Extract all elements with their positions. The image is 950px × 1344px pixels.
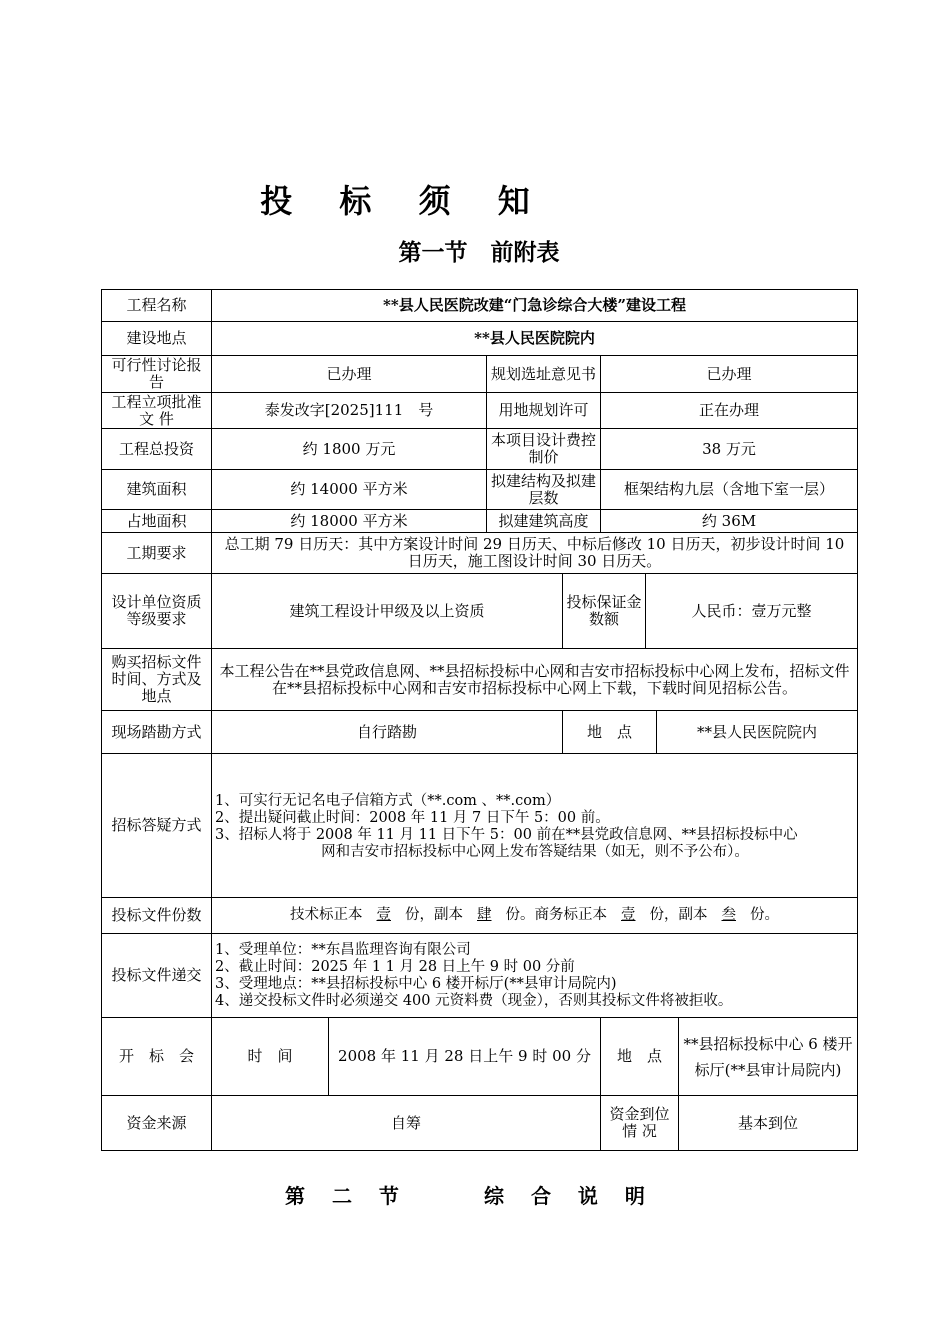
- fund-value: 自筹: [390, 1113, 421, 1132]
- submit-line: 4、递交投标文件时必须递交 400 元资料费（现金），否则其投标文件将被拒收。: [215, 993, 733, 1009]
- area-label: 建筑面积: [126, 480, 187, 498]
- land-area-value: 约 18000 平方米: [290, 511, 408, 530]
- submit-content: [213, 942, 857, 1012]
- planning-label: 规划选址意见书: [490, 364, 596, 383]
- copies-text: 份。: [750, 907, 779, 923]
- fund-status-label: 资金到位情 况: [609, 1105, 670, 1140]
- feasibility-value: 已办理: [326, 364, 372, 383]
- height-value: 约 36M: [701, 511, 757, 530]
- copies-count: 叁: [721, 907, 736, 923]
- fund-status-value: 基本到位: [737, 1113, 798, 1132]
- purchase-value: 本工程公告在**县党政信息网、**县招标投标中心网和吉安市招标投标中心网上发布，招标文件在**县招标投标中心网和吉安市招标投标中心网上下载，下载时间见招标公告。: [219, 661, 850, 697]
- copies-text: 份。商务标正本: [505, 907, 607, 923]
- qa-line: 3、招标人将于 2008 年 11 月 11 日下午 5：00 前在**县党政信息网、**县招标投标中心: [215, 827, 798, 843]
- submit-label: 投标文件递交: [111, 966, 202, 984]
- design-fee-label: 本项目设计费控制价: [490, 431, 596, 466]
- submit-line: 3、受理地点：**县招标投标中心 6 楼开标厅(**县审计局院内): [215, 976, 617, 992]
- section-1-title: 第一节 前附表: [398, 240, 560, 266]
- opening-place-label: 地 点: [616, 1047, 662, 1065]
- copies-label: 投标文件份数: [111, 906, 202, 924]
- section-2-title: 综 合 说 明: [484, 1184, 655, 1208]
- deposit-label: 投标保证金数额: [566, 593, 642, 628]
- period-value: 总工期 79 日历天：其中方案设计时间 29 日历天、中标后修改 10 日历天，初步设计时间 10 日历天，施工图设计时间 30 日历天。: [224, 535, 845, 570]
- submit-line: 2、截止时间：2025 年 1 1 月 28 日上午 9 时 00 分前: [215, 959, 575, 975]
- height-label: 拟建建筑高度: [498, 511, 589, 530]
- title-char: 知: [497, 182, 530, 220]
- qualification-label: 设计单位资质等级要求: [111, 593, 202, 628]
- copies-count: 壹: [621, 907, 636, 923]
- design-fee-value: 38 万元: [702, 439, 756, 458]
- title-char: 投: [260, 182, 293, 220]
- survey-label: 现场踏勘方式: [111, 722, 202, 741]
- copies-count: 肆: [477, 907, 492, 923]
- copies-text: 技术标正本: [290, 907, 363, 923]
- land-area-label: 占地面积: [126, 511, 187, 530]
- qualification-value: 建筑工程设计甲级及以上资质: [289, 601, 485, 620]
- copies-value: [212, 898, 857, 933]
- qa-line: 2、提出疑问截止时间：2008 年 11 月 7 日下午 5：00 前。: [215, 810, 610, 826]
- title-char: 标: [339, 182, 372, 220]
- opening-time-label: 时 间: [247, 1047, 293, 1065]
- copies-text: 份，副本: [405, 907, 463, 923]
- land-permit-value: 正在办理: [698, 401, 759, 419]
- submit-line: 1、受理单位：**东昌监理咨询有限公司: [215, 942, 471, 958]
- feasibility-label: 可行性讨论报告: [111, 356, 202, 391]
- survey-place-value: **县人民医院院内: [696, 722, 817, 741]
- copies-count: 壹: [376, 907, 391, 923]
- opening-time-value: 2008 年 11 月 28 日上午 9 时 00 分: [338, 1047, 591, 1065]
- period-label: 工期要求: [126, 543, 187, 562]
- opening-place-value: **县招标投标中心 6 楼开标厅(**县审计局院内): [683, 1034, 853, 1079]
- title-char: 须: [418, 182, 451, 220]
- copies-text: 份，副本: [649, 907, 708, 923]
- site-value: **县人民医院院内: [474, 329, 595, 347]
- survey-value: 自行踏勘: [356, 722, 417, 741]
- investment-value: 约 1800 万元: [302, 439, 396, 458]
- project-name-label: 工程名称: [126, 296, 187, 314]
- qa-label: 招标答疑方式: [111, 816, 202, 834]
- section-2-number: 第 二 节: [285, 1184, 409, 1208]
- qa-content: [213, 793, 857, 873]
- area-value: 约 14000 平方米: [290, 480, 408, 498]
- qa-line: 1、可实行无记名电子信箱方式（**.com 、**.com）: [215, 793, 561, 809]
- deposit-value: 人民币：壹万元整: [691, 601, 812, 620]
- approval-label: 工程立项批准文 件: [111, 392, 202, 428]
- fund-label: 资金来源: [126, 1113, 187, 1132]
- approval-value: 泰发改字[2025]111 号: [264, 401, 434, 419]
- investment-label: 工程总投资: [118, 439, 194, 458]
- land-permit-label: 用地规划许可: [498, 401, 589, 419]
- planning-value: 已办理: [706, 364, 752, 383]
- project-name-value: **县人民医院改建“门急诊综合大楼”建设工程: [383, 296, 686, 314]
- purchase-label: 购买招标文件时间、方式及地点: [111, 653, 202, 705]
- opening-label: 开 标 会: [118, 1047, 194, 1065]
- site-label: 建设地点: [126, 329, 187, 347]
- qa-line: 网和吉安市招标投标中心网上发布答疑结果（如无，则不予公布）。: [321, 844, 749, 860]
- structure-label: 拟建结构及拟建层数: [490, 471, 596, 507]
- survey-place-label: 地 点: [586, 722, 632, 741]
- structure-value: 框架结构九层（含地下室一层）: [623, 480, 834, 498]
